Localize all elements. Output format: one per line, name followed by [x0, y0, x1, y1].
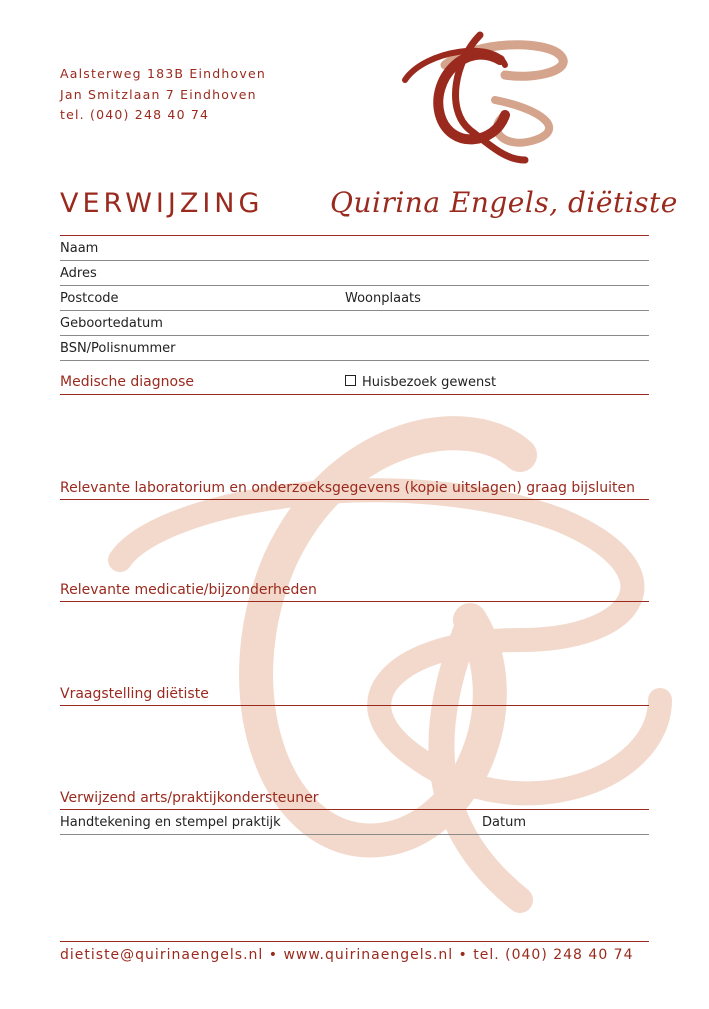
section-vraagstelling: Vraagstelling diëtiste	[60, 686, 209, 702]
divider-diagnose	[60, 394, 649, 395]
section-medische-diagnose: Medische diagnose	[60, 374, 194, 390]
field-geboortedatum-line[interactable]	[60, 335, 649, 336]
footer-contact: dietiste@quirinaengels.nl • www.quirinaengels.nl • tel. (040) 248 40 74	[60, 947, 634, 963]
handtekening-label: Handtekening en stempel praktijk	[60, 815, 281, 830]
field-woonplaats-label: Woonplaats	[345, 291, 421, 306]
huisbezoek-option[interactable]	[345, 375, 496, 390]
section-medicatie: Relevante medicatie/bijzonderheden	[60, 582, 317, 598]
divider-vraagstelling	[60, 705, 649, 706]
logo-monogram	[385, 20, 585, 180]
field-geboortedatum-label: Geboortedatum	[60, 316, 163, 331]
page-title: VERWIJZING	[60, 188, 264, 219]
divider-medicatie	[60, 601, 649, 602]
section-verwijzend: Verwijzend arts/praktijkondersteuner	[60, 790, 319, 806]
divider-laboratorium	[60, 499, 649, 500]
field-naam-label: Naam	[60, 241, 99, 256]
field-naam-line[interactable]	[60, 260, 649, 261]
divider-top	[60, 235, 649, 236]
field-postcode-line[interactable]	[60, 310, 649, 311]
section-laboratorium: Relevante laboratorium en onderzoeksgegevens (kopie uitslagen) graag bijsluiten	[60, 480, 635, 496]
field-adres-label: Adres	[60, 266, 97, 281]
field-adres-line[interactable]	[60, 285, 649, 286]
field-bsn-line[interactable]	[60, 360, 649, 361]
divider-verwijzend	[60, 809, 649, 810]
phone-number: tel. (040) 248 40 74	[60, 107, 210, 122]
address-line-2: Jan Smitzlaan 7 Eindhoven	[60, 87, 257, 102]
huisbezoek-label: Huisbezoek gewenst	[362, 375, 497, 390]
divider-footer	[60, 941, 649, 942]
field-bsn-label: BSN/Polisnummer	[60, 341, 176, 356]
address-line-1: Aalsterweg 183B Eindhoven	[60, 66, 266, 81]
handtekening-line[interactable]	[60, 834, 649, 835]
datum-label: Datum	[482, 815, 526, 830]
brand-name: Quirina Engels, diëtiste	[330, 186, 678, 219]
field-postcode-label: Postcode	[60, 291, 119, 306]
huisbezoek-checkbox[interactable]	[345, 375, 356, 386]
